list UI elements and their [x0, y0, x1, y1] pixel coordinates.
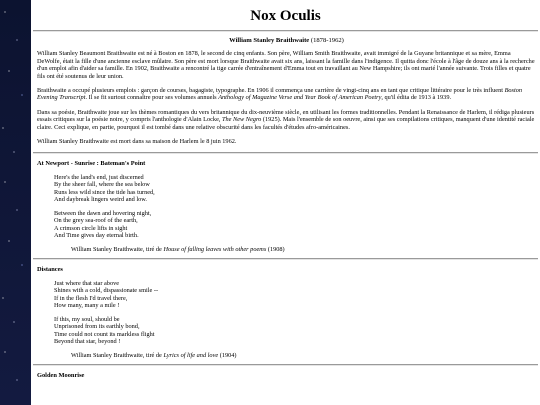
divider	[33, 152, 538, 154]
poem-line: Runs less wild since the tide has turned,	[54, 188, 155, 196]
poem-line: By the sheer fall, where the sea below	[54, 181, 150, 189]
poem-3	[31, 372, 540, 379]
book-title: The New Negro	[222, 116, 262, 124]
source-book-title: House of falling leaves with other poems	[163, 245, 267, 253]
anthology-title: Anthology of Magazine Verse and Year Book of American Poetry	[218, 94, 382, 102]
poem-title: Golden Moonrise	[37, 372, 85, 380]
divider	[33, 258, 538, 260]
poem-line: How many, many a mile !	[54, 302, 120, 310]
poem-title: Distances	[37, 266, 63, 274]
bio-paragraph-2: Braithwaite a occupé plusieurs emplois : garçon de courses, bagagiste, typographe. En 1906 il commença une carrière de vingt-cinq ans en tant que critique littéraire pour le très influent Boston Evening Transcript. Il se fit surtout connaître pour ses volumes annuels Anthology of Magazine Verse and Year Book of American Poetry, qu'il édita de 1913 à 1939.	[37, 87, 523, 102]
divider	[33, 364, 538, 366]
poem-line: And daybreak lingers weird and low.	[54, 196, 147, 204]
poem-line: Time could not count its markless flight	[54, 330, 155, 338]
poem-stanza	[54, 210, 536, 240]
poem-line: Here's the land's end, just discerned	[54, 173, 144, 181]
poem-stanza	[54, 280, 536, 310]
main-content	[31, 37, 540, 145]
poem-line: And Time gives day eternal birth.	[54, 232, 139, 240]
author-name: William Stanley Braithwaite	[229, 37, 310, 44]
bio-paragraph-3: Dans sa poésie, Braithwaite joue sur les thèmes romantiques du vers britannique du dix-neuvième siècle, en utilisant les formes traditionnelles. Pendant la Renaissance de Harlem, il rédiga plusieurs essais critiques sur la poésie noire, y compris l'anthologie d'Alain Locke, The New Negro (1925). Mais l'ensemble de son oeuvre, ainsi que ses compilations critiques, manquent d'une identité raciale claire. Ceci explique, en partie, pourquoi il est tombé dans une relative obscurité dans les facultés d'études afro-américaines.	[37, 108, 535, 131]
poem-line: A crimson circle lifts in sight	[54, 224, 128, 232]
poem-line: If this, my soul, should be	[54, 315, 120, 323]
author-dates: (1878-1962)	[310, 37, 344, 44]
poem-line: Shines with a cold, dispassionate smile --	[54, 287, 159, 295]
poem-1	[31, 160, 540, 253]
poem-2	[31, 266, 540, 359]
bio-paragraph-4: William Stanley Braithwaite est mort dans sa maison de Harlem le 8 juin 1962.	[37, 138, 237, 146]
divider	[33, 30, 538, 32]
poem-title: At Newport - Sunrise : Bateman's Point	[37, 160, 146, 168]
poem-stanza	[54, 174, 536, 204]
page-body	[31, 0, 540, 405]
poem-line: If in the flesh I'd travel there,	[54, 294, 128, 302]
source-book-title: Lyrics of life and love	[163, 351, 219, 359]
site-title: Nox Oculis	[250, 8, 321, 24]
journal-title: Boston Evening Transcript	[37, 87, 523, 102]
poem-line: Just where that star above	[54, 279, 120, 287]
poem-line: Between the dawn and hovering night,	[54, 209, 152, 217]
poem-line: Unprisoned from its earthly bond,	[54, 323, 140, 331]
poem-stanza	[54, 316, 536, 346]
poem-credit: William Stanley Braithwaite, tiré de House of falling leaves with other poems (1908)	[71, 245, 285, 253]
bio-heading	[37, 37, 536, 44]
poem-line: Beyond that star, beyond !	[54, 338, 121, 346]
poem-credit: William Stanley Braithwaite, tiré de Lyrics of life and love (1904)	[71, 351, 237, 359]
bio-paragraph-1: William Stanley Beaumont Braithwaite est né à Boston en 1878, le second de cinq enfants. Son père, William Smith Braithwaite, avait immigré de la Guyane britannique et sa mère, Emma DeWolfe, était la fille d'une ancienne esclave mûlatre. Son père est mort lorsque Braithwaite avait six ans, laissant la famille dans l'indigence. Il quitta donc l'école à l'âge de douze ans à la recherche d'un emploi afin d'aider sa famille. En 1902, Braithwaite a rencontré la tige carrée d'entraînement d'Emma tout en travaillant au New Hampshire; ils ont marié l'année suivante. Trois filles et quatre fils ont été soutenus de leur union.	[37, 50, 535, 80]
poem-line: On the grey sea-roof of the earth,	[54, 217, 138, 225]
